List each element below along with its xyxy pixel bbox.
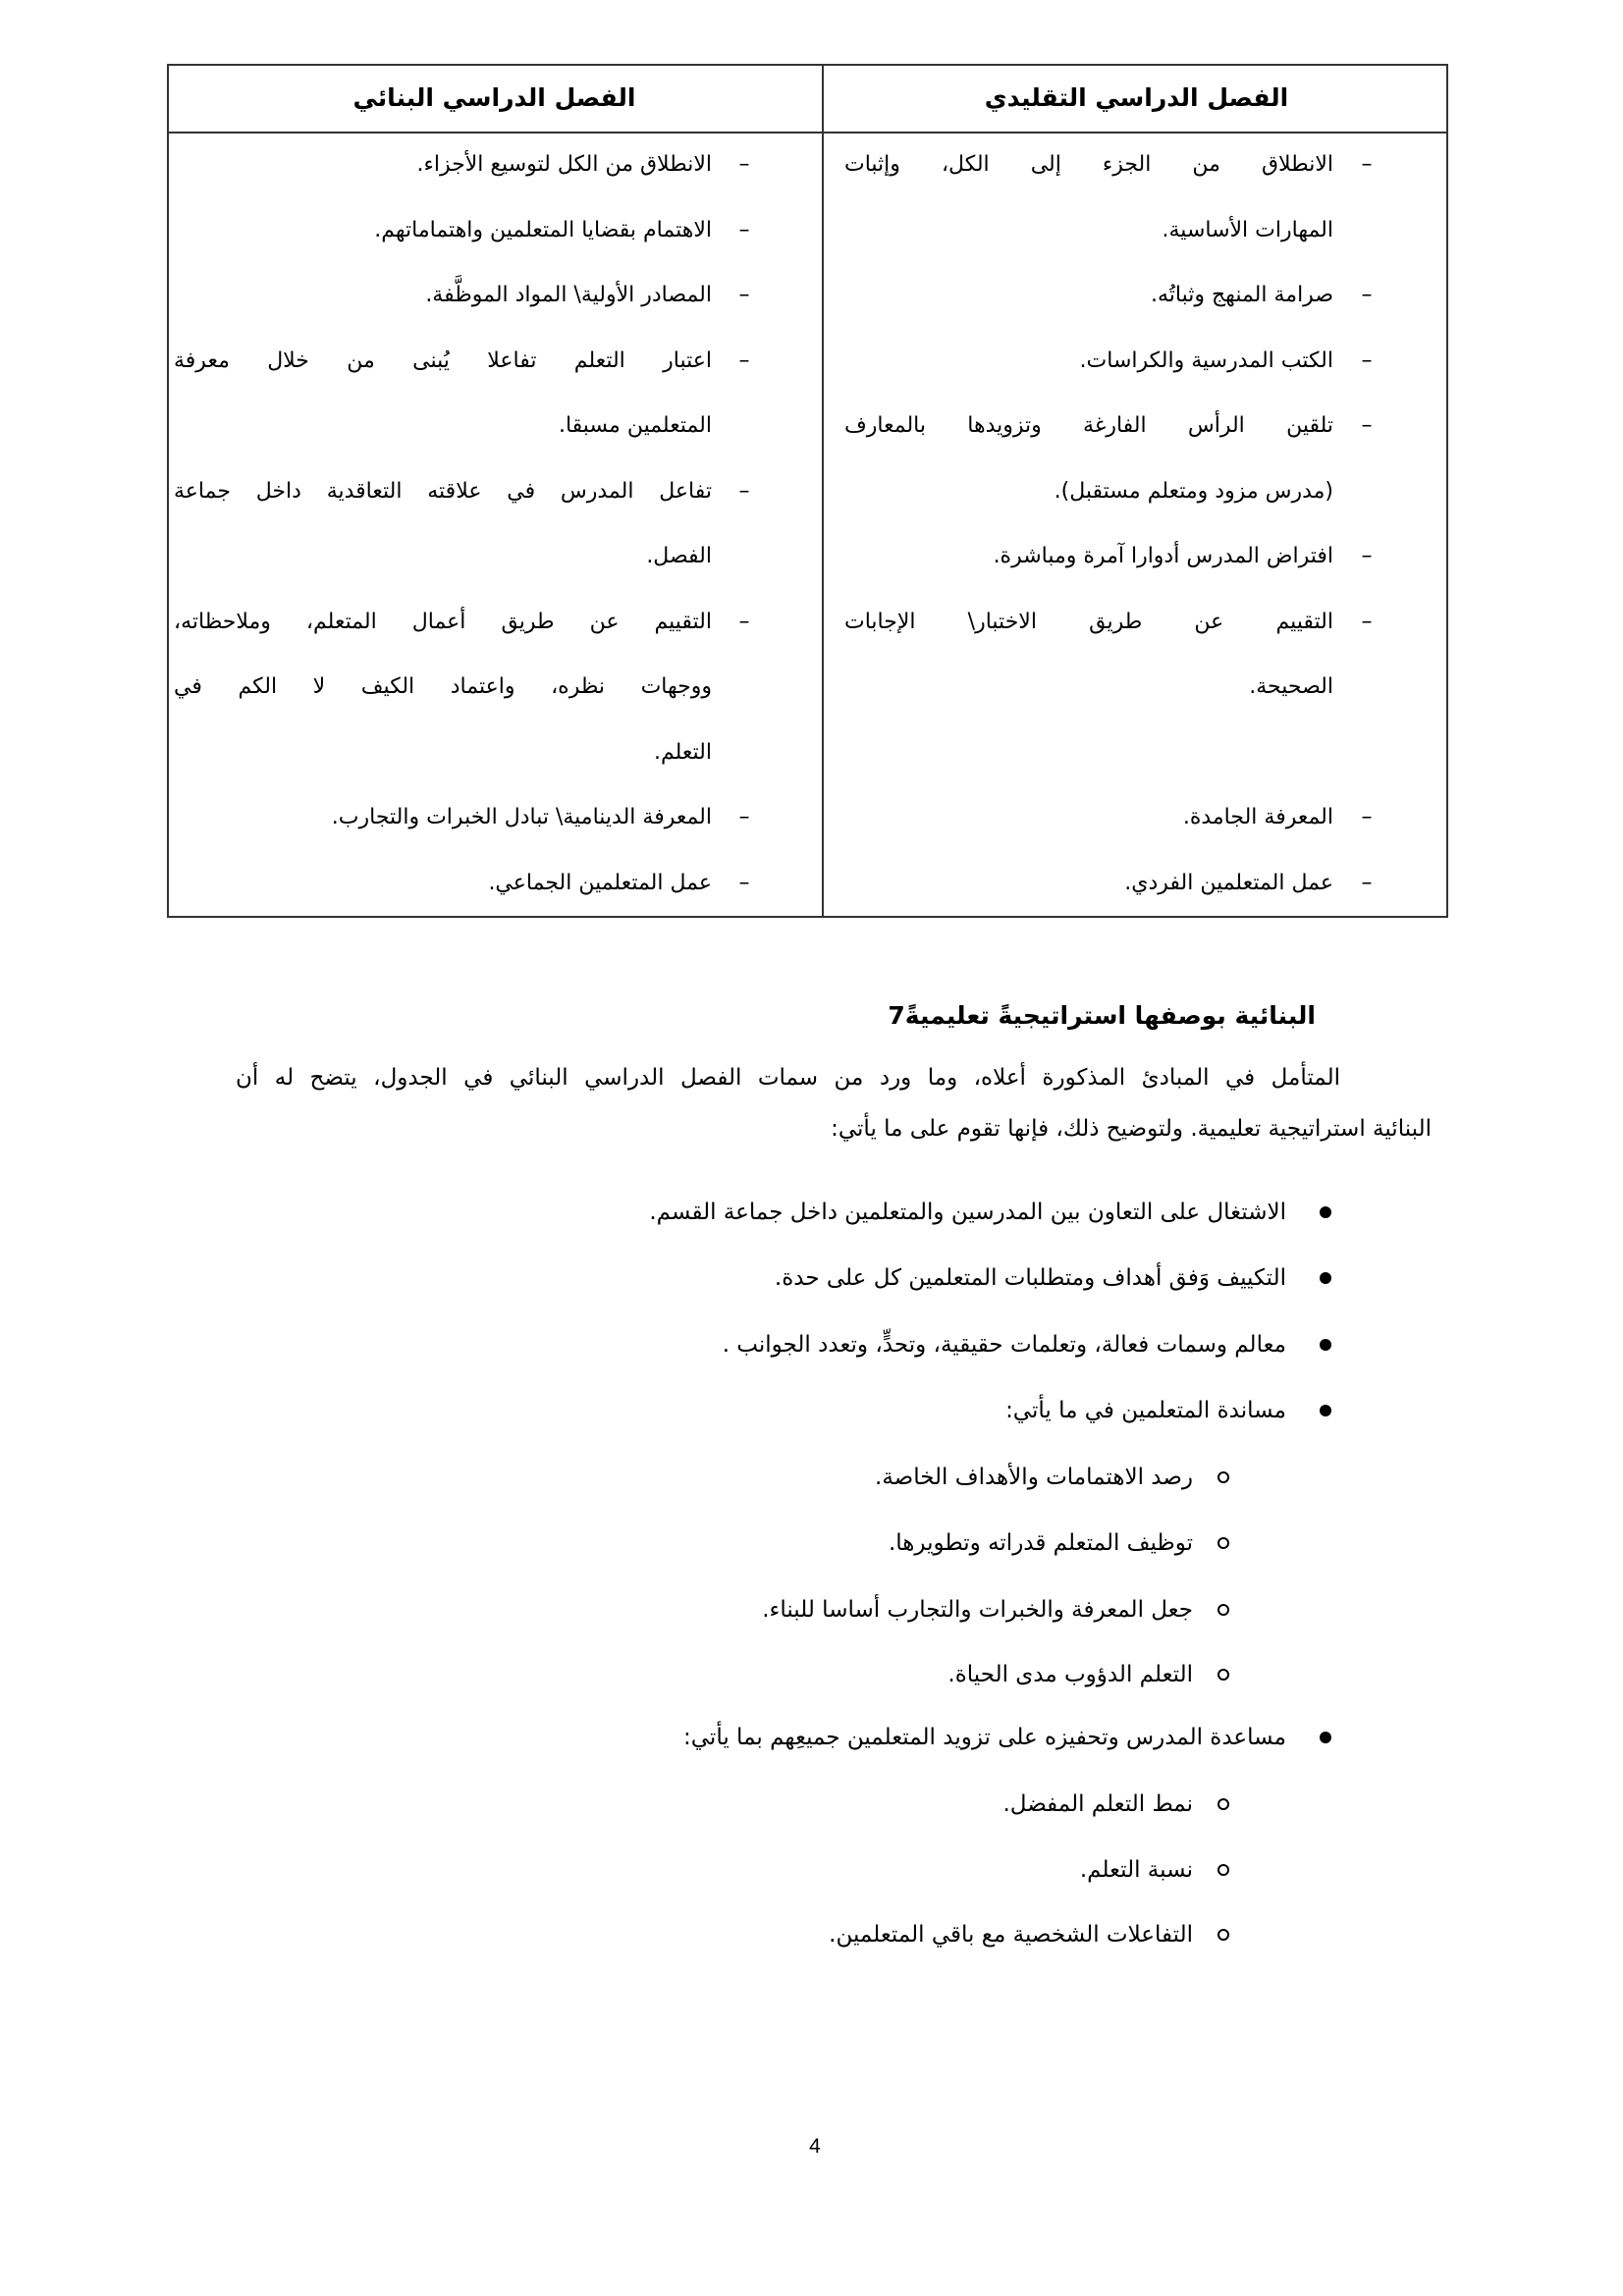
table-cell-line: الانطلاق من الكل لتوسيع الأجزاء. <box>416 152 712 177</box>
bullet-item: التكييف وَفق أهداف ومتطلبات المتعلمين كل على حدة. <box>774 1265 1286 1291</box>
table-cell-line: الصحيحة. <box>1249 674 1333 699</box>
table-cell-line: المعرفة الدينامية\ تبادل الخبرات والتجارب. <box>331 805 712 829</box>
bullet-item: الاشتغال على التعاون بين المدرسين والمتعلمين داخل جماعة القسم. <box>649 1200 1286 1225</box>
circle-bullet-icon <box>1217 1471 1229 1483</box>
dash-marker: – <box>738 870 750 895</box>
table-cell-line: المتعلمين مسبقا. <box>558 413 712 438</box>
table-cell-line: اعتبار التعلم تفاعلا يُبنى من خلال معرفة <box>174 347 712 373</box>
bullet-item: مساندة المتعلمين في ما يأتي: <box>1005 1398 1286 1423</box>
dash-marker: – <box>1361 347 1373 373</box>
sub-bullet-item: نسبة التعلم. <box>1079 1857 1193 1883</box>
table-cell-line: التعلم. <box>654 739 712 765</box>
dash-marker: – <box>1361 609 1373 634</box>
table-cell-line: الانطلاق من الجزء إلى الكل، وإثبات <box>844 152 1333 177</box>
table-cell-line: المهارات الأساسية. <box>1162 217 1333 242</box>
bullet-item: معالم وسمات فعالة، وتعلمات حقيقية، وتحدٍّ، وتعدد الجوانب . <box>722 1332 1286 1358</box>
dash-marker: – <box>738 217 750 242</box>
paragraph-line: المتأمل في المبادئ المذكورة أعلاه، وما ورد من سمات الفصل الدراسي البنائي في الجدول، يتضح له أن <box>236 1065 1340 1091</box>
dash-marker: – <box>1361 805 1373 829</box>
dash-marker: – <box>738 478 750 504</box>
header-traditional: الفصل الدراسي التقليدي <box>984 83 1289 112</box>
table-cell-line: افتراض المدرس أدوارا آمرة ومباشرة. <box>993 544 1333 568</box>
sub-bullet-item: جعل المعرفة والخبرات والتجارب أساسا للبناء. <box>762 1597 1193 1623</box>
bullet-item: مساعدة المدرس وتحفيزه على تزويد المتعلمين جميعِهم بما يأتي: <box>683 1725 1286 1750</box>
dash-marker: – <box>738 347 750 373</box>
dash-marker: – <box>1361 152 1373 177</box>
table-cell-line: الاهتمام بقضايا المتعلمين واهتماماتهم. <box>374 217 712 242</box>
circle-bullet-icon <box>1217 1929 1229 1941</box>
circle-bullet-icon <box>1217 1864 1229 1876</box>
bullet-icon <box>1320 1732 1331 1743</box>
dash-marker: – <box>738 805 750 829</box>
section-heading: البنائية بوصفها استراتيجيةً تعليميةً7 <box>888 1001 1316 1030</box>
table-cell-line: المصادر الأولية\ المواد الموظَّفة. <box>425 283 712 307</box>
bullet-icon <box>1320 1405 1331 1416</box>
bullet-icon <box>1320 1206 1331 1218</box>
circle-bullet-icon <box>1217 1537 1229 1549</box>
table-cell-line: التقييم عن طريق الاختبار\ الإجابات <box>844 609 1333 634</box>
circle-bullet-icon <box>1217 1604 1229 1616</box>
dash-marker: – <box>738 283 750 307</box>
table-cell-line: التقييم عن طريق أعمال المتعلم، وملاحظاته، <box>174 609 712 634</box>
column-divider <box>822 64 824 918</box>
circle-bullet-icon <box>1217 1669 1229 1681</box>
table-cell-line: عمل المتعلمين الفردي. <box>1124 870 1333 895</box>
table-cell-line: الفصل. <box>646 544 712 568</box>
sub-bullet-item: توظيف المتعلم قدراته وتطويرها. <box>888 1530 1193 1556</box>
table-cell-line: (مدرس مزود ومتعلم مستقبل). <box>1054 478 1333 504</box>
dash-marker: – <box>1361 413 1373 438</box>
bullet-icon <box>1320 1339 1331 1351</box>
header-constructivist: الفصل الدراسي البنائي <box>352 83 636 112</box>
dash-marker: – <box>1361 283 1373 307</box>
dash-marker: – <box>738 609 750 634</box>
table-cell-line: الكتب المدرسية والكراسات. <box>1079 347 1333 373</box>
table-cell-line: عمل المتعلمين الجماعي. <box>488 870 712 895</box>
circle-bullet-icon <box>1217 1798 1229 1810</box>
bullet-icon <box>1320 1272 1331 1284</box>
table-cell-line: ووجهات نظره، واعتماد الكيف لا الكم في <box>174 674 712 699</box>
header-divider <box>167 132 1448 133</box>
table-cell-line: صرامة المنهج وثباتُه. <box>1150 283 1333 307</box>
dash-marker: – <box>738 152 750 177</box>
table-cell-line: تلقين الرأس الفارغة وتزويدها بالمعارف <box>844 413 1333 438</box>
sub-bullet-item: نمط التعلم المفضل. <box>1002 1791 1193 1817</box>
dash-marker: – <box>1361 870 1373 895</box>
sub-bullet-item: التعلم الدؤوب مدى الحياة. <box>947 1662 1193 1687</box>
dash-marker: – <box>1361 544 1373 568</box>
paragraph-line: البنائية استراتيجية تعليمية. ولتوضيح ذلك، فإنها تقوم على ما يأتي: <box>831 1116 1432 1142</box>
sub-bullet-item: التفاعلات الشخصية مع باقي المتعلمين. <box>829 1922 1193 1948</box>
table-cell-line: المعرفة الجامدة. <box>1182 805 1333 829</box>
page-number: 4 <box>809 2135 821 2158</box>
table-cell-line: تفاعل المدرس في علاقته التعاقدية داخل جماعة <box>174 478 712 504</box>
sub-bullet-item: رصد الاهتمامات والأهداف الخاصة. <box>875 1465 1193 1490</box>
